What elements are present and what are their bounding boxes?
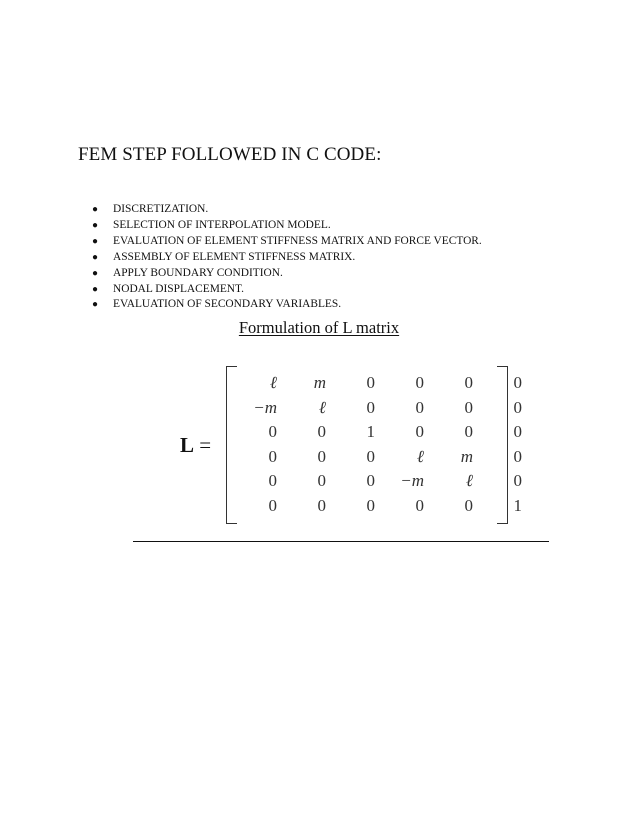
bullet-icon: ● xyxy=(92,219,99,231)
matrix-cell: 0 xyxy=(366,397,375,417)
horizontal-rule xyxy=(133,541,549,542)
matrix-cell: 0 xyxy=(464,397,473,417)
page-heading: FEM STEP FOLLOWED IN C CODE: xyxy=(78,144,382,165)
list-item-text: EVALUATION OF SECONDARY VARIABLES. xyxy=(113,298,342,311)
equals-sign: = xyxy=(199,433,212,457)
matrix-row xyxy=(232,396,526,421)
matrix-cell: 0 xyxy=(268,471,277,491)
bullet-icon: ● xyxy=(92,299,99,311)
matrix-cell: 0 xyxy=(464,495,473,515)
list-item xyxy=(92,266,482,282)
matrix-cell: 1 xyxy=(513,495,522,515)
equation-lhs xyxy=(180,433,211,458)
matrix-cell: ℓ xyxy=(416,446,424,466)
matrix-cell: 0 xyxy=(366,495,375,515)
matrix-cell: 0 xyxy=(268,446,277,466)
matrix-cell: 0 xyxy=(513,397,522,417)
matrix-cell: 0 xyxy=(513,422,522,442)
list-item xyxy=(92,218,482,234)
matrix-cell: m xyxy=(460,446,473,466)
matrix-symbol: L xyxy=(180,433,195,457)
matrix-cell: −m xyxy=(253,397,277,417)
list-item xyxy=(92,234,482,250)
matrix-cell: 0 xyxy=(415,373,424,393)
matrix-cell: 0 xyxy=(415,397,424,417)
bullet-icon: ● xyxy=(92,283,99,295)
matrix-cell: 0 xyxy=(513,446,522,466)
bullet-icon: ● xyxy=(92,235,99,247)
matrix-cell: 0 xyxy=(415,422,424,442)
list-item-text: SELECTION OF INTERPOLATION MODEL. xyxy=(113,218,331,231)
matrix-cell: 0 xyxy=(317,422,326,442)
l-matrix xyxy=(232,371,526,518)
matrix-cell: 0 xyxy=(366,471,375,491)
matrix-row xyxy=(232,445,526,470)
matrix-cell: −m xyxy=(400,471,424,491)
matrix-row xyxy=(232,494,526,519)
list-item xyxy=(92,297,482,313)
list-item xyxy=(92,250,482,266)
matrix-cell: ℓ xyxy=(465,471,473,491)
matrix-cell: 1 xyxy=(366,422,375,442)
matrix-cell: 0 xyxy=(513,373,522,393)
caption-text: Formulation of L matrix xyxy=(238,318,400,337)
fem-steps-list xyxy=(92,202,482,313)
matrix-cell: ℓ xyxy=(269,373,277,393)
bullet-icon: ● xyxy=(92,251,99,263)
bullet-icon: ● xyxy=(92,267,99,279)
matrix-cell: 0 xyxy=(317,446,326,466)
list-item xyxy=(92,282,482,298)
matrix-caption xyxy=(0,318,638,338)
matrix-cell: 0 xyxy=(366,446,375,466)
matrix-cell: ℓ xyxy=(318,397,326,417)
matrix-cell: 0 xyxy=(366,373,375,393)
list-item-text: DISCRETIZATION. xyxy=(113,203,209,215)
matrix-cell: 0 xyxy=(513,471,522,491)
matrix-cell: 0 xyxy=(317,495,326,515)
bullet-icon: ● xyxy=(92,204,99,215)
list-item-text: ASSEMBLY OF ELEMENT STIFFNESS MATRIX. xyxy=(113,250,356,263)
matrix-cell: 0 xyxy=(317,471,326,491)
matrix-cell: 0 xyxy=(464,422,473,442)
matrix-row xyxy=(232,469,526,494)
matrix-row xyxy=(232,420,526,445)
matrix-row xyxy=(232,371,526,396)
matrix-cell: 0 xyxy=(268,422,277,442)
matrix-cell: 0 xyxy=(415,495,424,515)
matrix-cell: 0 xyxy=(464,373,473,393)
matrix-cell: m xyxy=(313,373,326,393)
list-item-text: NODAL DISPLACEMENT. xyxy=(113,282,244,295)
list-item-text: EVALUATION OF ELEMENT STIFFNESS MATRIX AND FORCE VECTOR. xyxy=(113,234,482,247)
list-item xyxy=(92,202,482,218)
matrix-cell: 0 xyxy=(268,495,277,515)
list-item-text: APPLY BOUNDARY CONDITION. xyxy=(113,266,283,279)
